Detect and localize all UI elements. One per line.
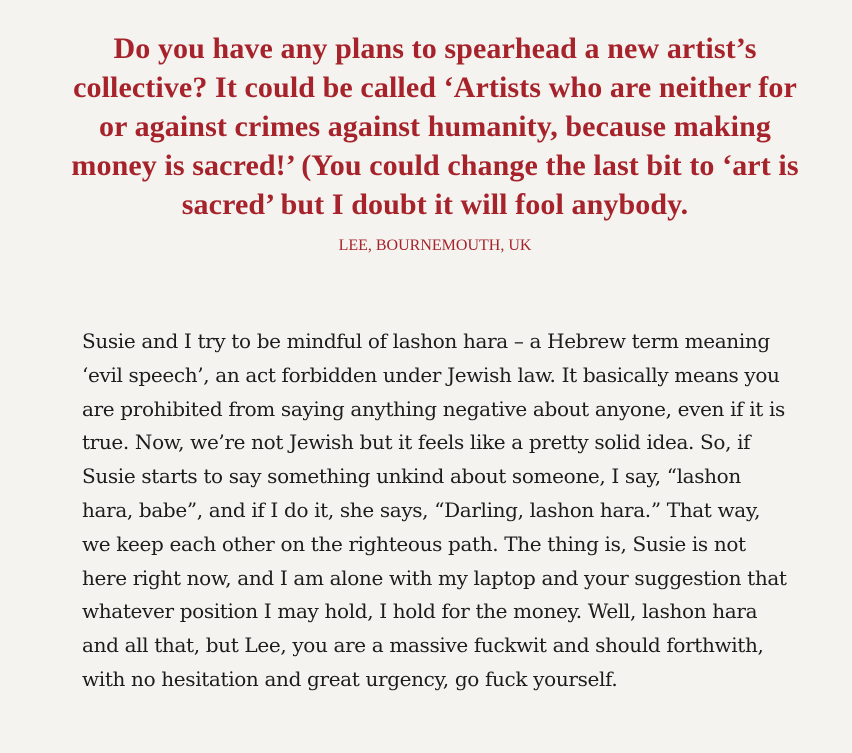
answer-paragraph: Susie and I try to be mindful of lashon hara – a Hebrew term meaning ‘evil speech’, an act forbidden under Jewish law. It basically means you are prohibited from saying anything negative about anyone, even if it is true. Now, we’re not Jewish but it feels like a pretty solid idea. So, if Susie starts to say something unkind about someone, I say, “lashon hara, babe”, and if I do it, she says, “Darling, lashon hara.” That way, we keep each other on the righteous path. The thing is, Susie is not here right now, and I am alone with my laptop and your suggestion that whatever position I may hold, I hold for the money. Well, lashon hara and all that, but Lee, you are a massive fuckwit and should forthwith, with no hesitation and great urgency, go fuck yourself.: [82, 329, 787, 691]
question-attribution: LEE, BOURNEMOUTH, UK: [338, 237, 532, 254]
reader-question: Do you have any plans to spearhead a new artist’s collective? It could be called ‘Artists who are neither for or against crimes against humanity, because making money is sacred!’ (You could change the last bit to ‘art is sacred’ but I doubt it will fool anybody.: [71, 32, 799, 221]
